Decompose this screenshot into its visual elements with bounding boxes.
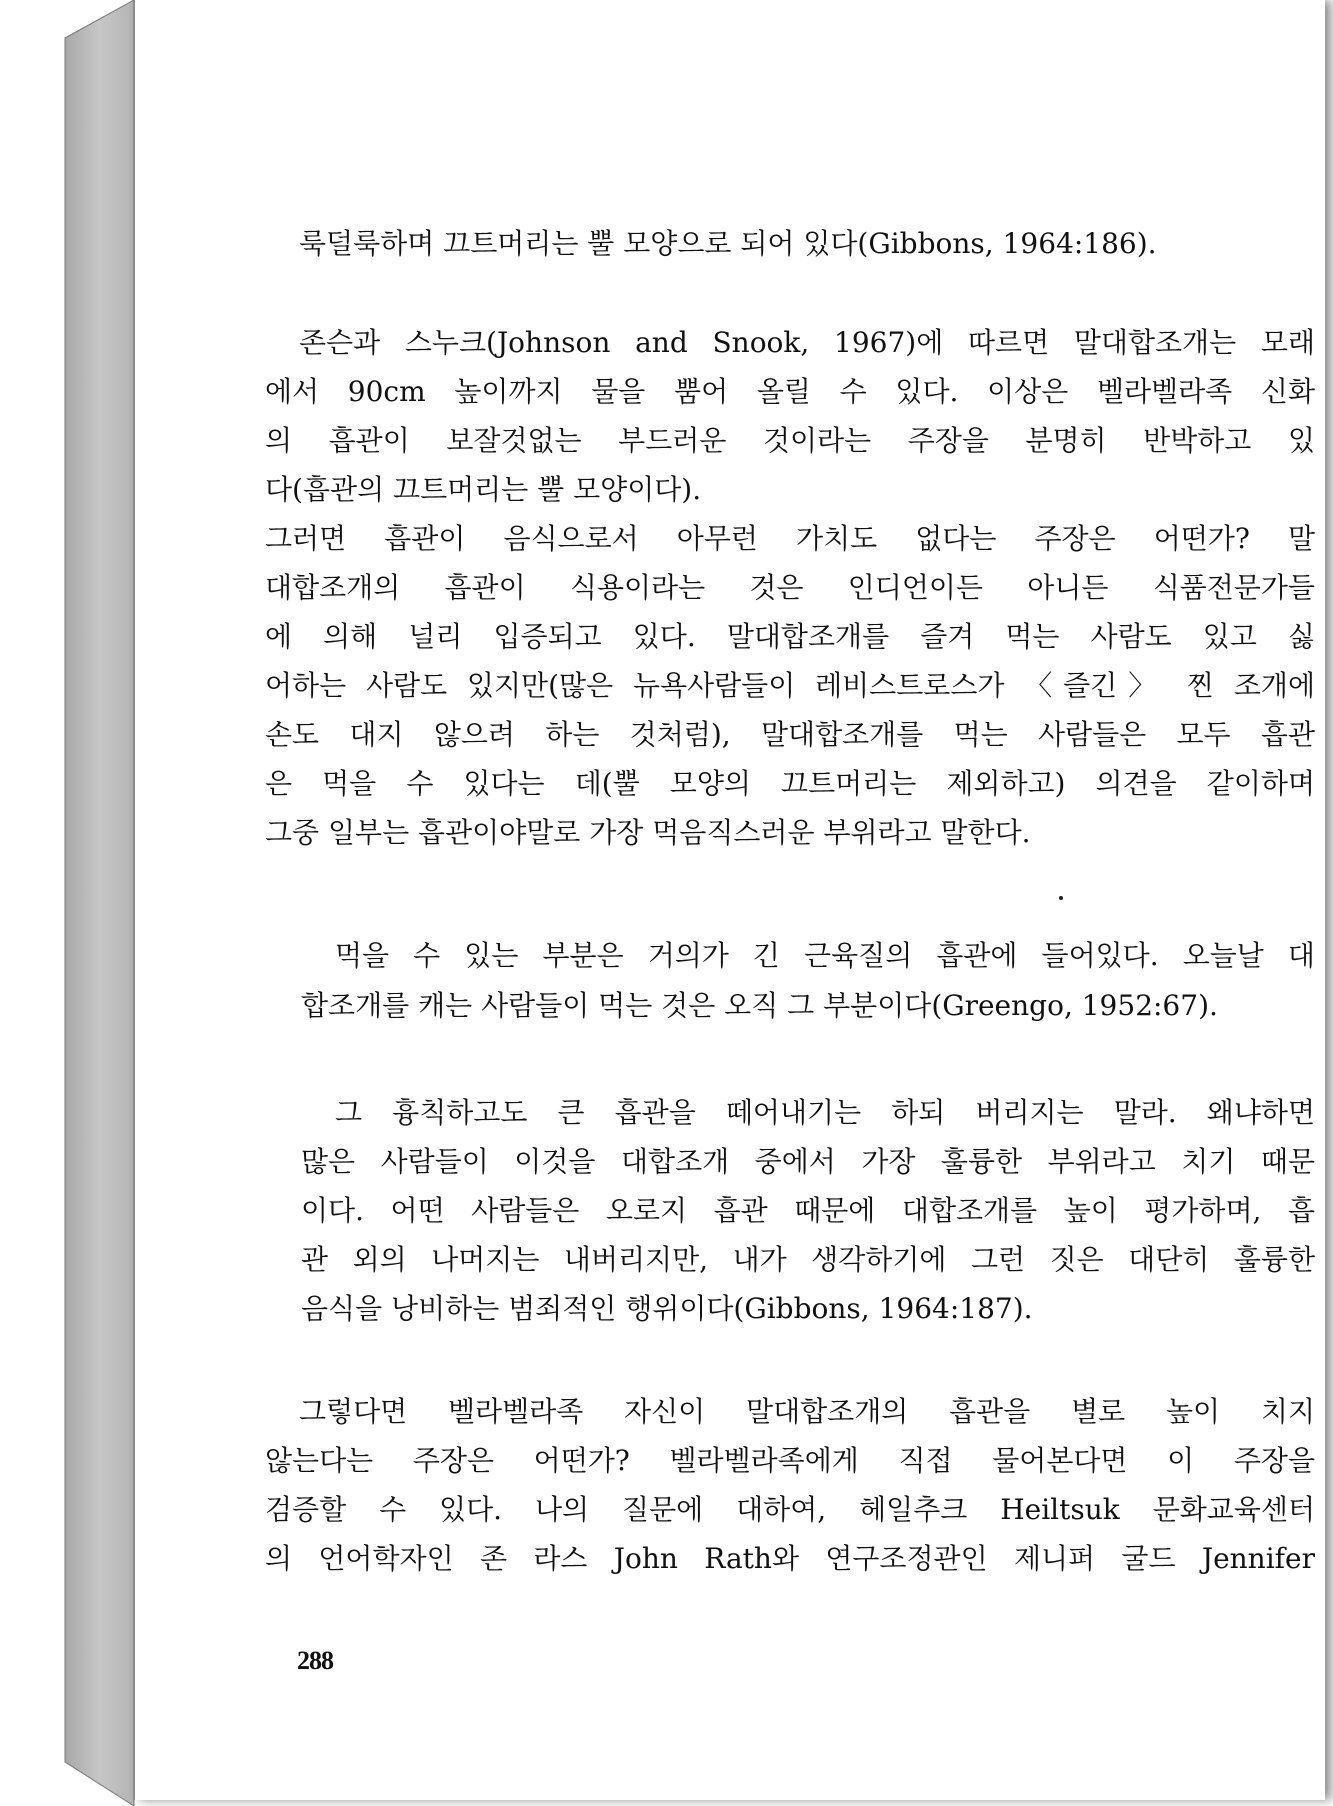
book-spine (0, 0, 140, 1806)
quote-line: 합조개를 캐는 사람들이 먹는 것은 오직 그 부분이다(Greengo, 1952:67). (301, 989, 1218, 1022)
text-line: 그렇다면 벨라벨라족 자신이 말대합조개의 흡관을 별로 높이 치지 (299, 1395, 1315, 1428)
book-page (134, 0, 1325, 1800)
text-line: 다(흡관의 끄트머리는 뿔 모양이다). (265, 473, 702, 506)
text-line: 에서 90cm 높이까지 물을 뿜어 올릴 수 있다. 이상은 벨라벨라족 신화 (265, 375, 1315, 408)
text-line: 않는다는 주장은 어떤가? 벨라벨라족에게 직접 물어본다면 이 주장을 (265, 1444, 1315, 1477)
text-line: 어하는 사람도 있지만(많은 뉴욕사람들이 레비스트로스가 〈즐긴〉 찐 조개에 (265, 669, 1315, 702)
speck (1059, 896, 1063, 900)
text-line: 에 의해 널리 입증되고 있다. 말대합조개를 즐겨 먹는 사람도 있고 싫 (265, 620, 1315, 653)
text-line: 그러면 흡관이 음식으로서 아무런 가치도 없다는 주장은 어떤가? 말 (265, 522, 1315, 555)
text-line: 그중 일부는 흡관이야말로 가장 먹음직스러운 부위라고 말한다. (265, 816, 1031, 849)
quote-line: 많은 사람들이 이것을 대합조개 중에서 가장 훌륭한 부위라고 치기 때문 (301, 1145, 1315, 1178)
text-line: 존슨과 스누크(Johnson and Snook, 1967)에 따르면 말대합조개는 모래 (299, 326, 1315, 359)
text-line: 룩덜룩하며 끄트머리는 뿔 모양으로 되어 있다(Gibbons, 1964:186). (299, 227, 1157, 260)
quote-line: 관 외의 나머지는 내버리지만, 내가 생각하기에 그런 짓은 대단히 훌륭한 (301, 1243, 1315, 1276)
text-line: 은 먹을 수 있다는 데(뿔 모양의 끄트머리는 제외하고) 의견을 같이하며 (265, 767, 1315, 800)
page-number: 288 (297, 1646, 333, 1675)
text-line: 의 흡관이 보잘것없는 부드러운 것이라는 주장을 분명히 반박하고 있 (265, 424, 1315, 457)
quote-line: 그 흉칙하고도 큰 흡관을 떼어내기는 하되 버리지는 말라. 왜냐하면 (335, 1096, 1315, 1129)
quote-line: 이다. 어떤 사람들은 오로지 흡관 때문에 대합조개를 높이 평가하며, 흡 (301, 1194, 1315, 1227)
text-line: 의 언어학자인 존 라스 John Rath와 연구조정관인 제니퍼 굴드 Jennifer (265, 1542, 1315, 1575)
quote-line: 먹을 수 있는 부분은 거의가 긴 근육질의 흡관에 들어있다. 오늘날 대 (335, 939, 1315, 972)
text-line: 검증할 수 있다. 나의 질문에 대하여, 헤일추크 Heiltsuk 문화교육센터 (265, 1493, 1315, 1526)
text-line: 손도 대지 않으려 하는 것처럼), 말대합조개를 먹는 사람들은 모두 흡관 (265, 718, 1315, 751)
quote-line: 음식을 낭비하는 범죄적인 행위이다(Gibbons, 1964:187). (301, 1292, 1033, 1325)
text-line: 대합조개의 흡관이 식용이라는 것은 인디언이든 아니든 식품전문가들 (265, 571, 1315, 604)
